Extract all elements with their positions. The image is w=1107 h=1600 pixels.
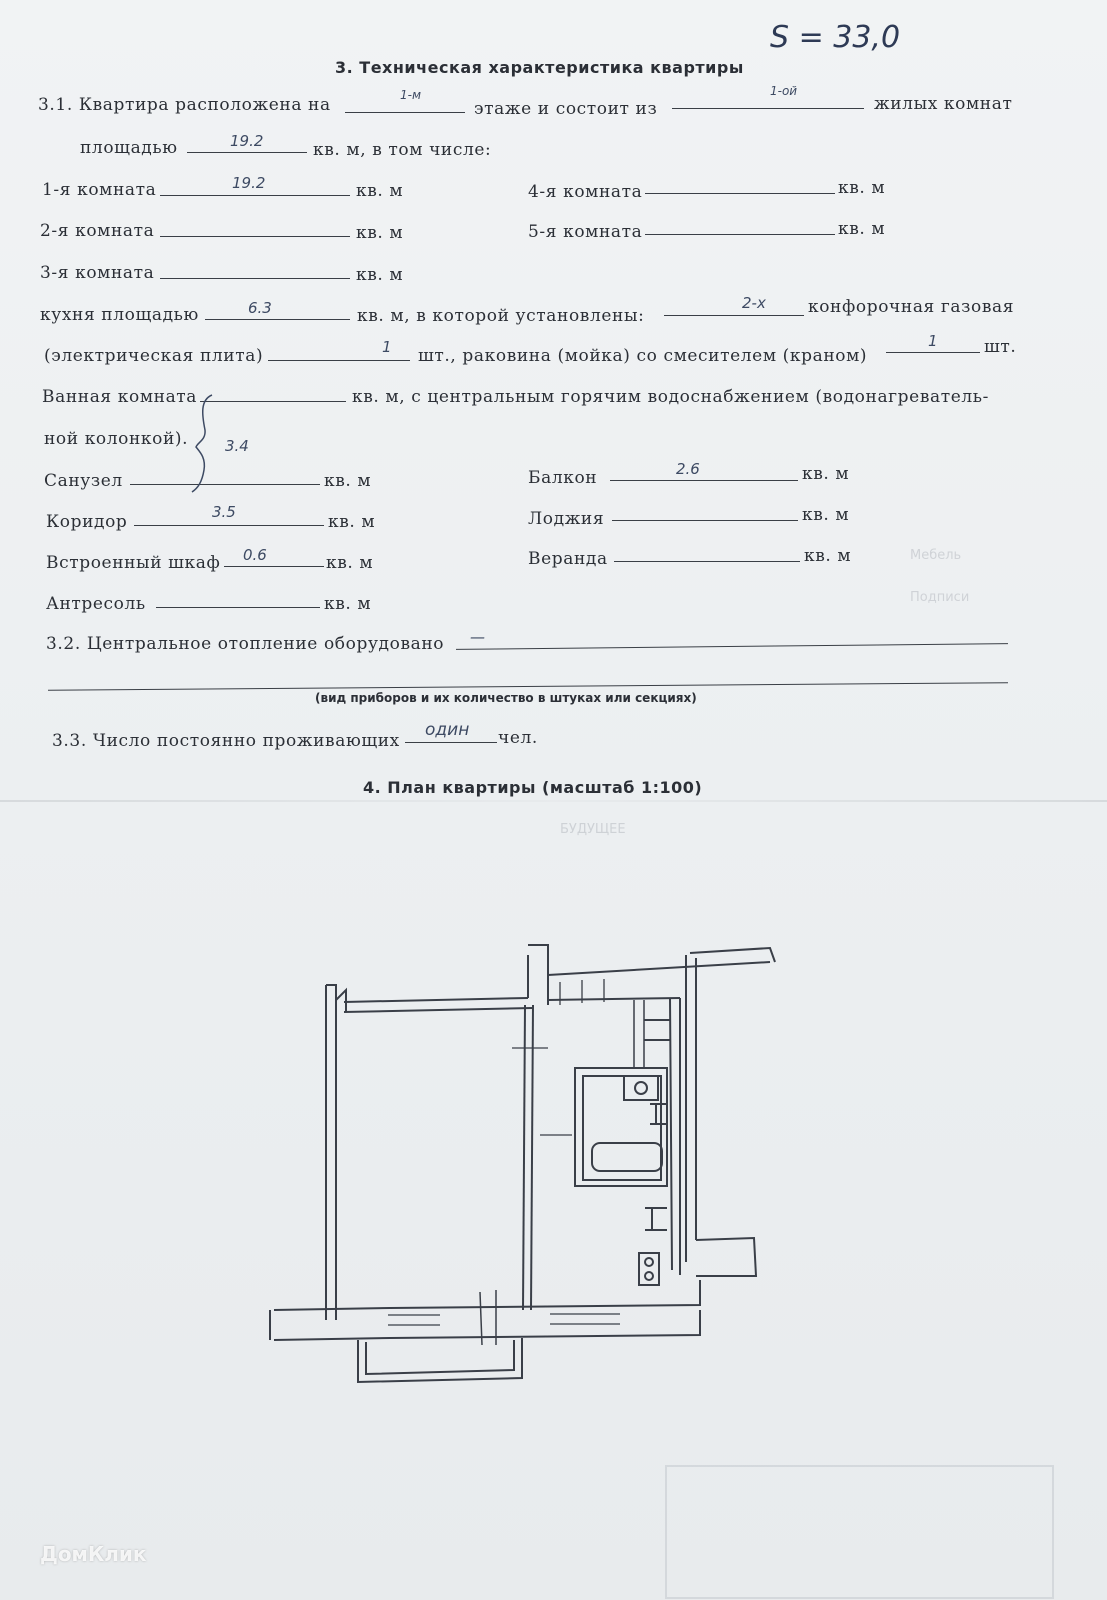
section-4-title: 4. План квартиры (масштаб 1:100) bbox=[363, 778, 703, 797]
show-through-text: Мебель bbox=[910, 548, 962, 563]
sink-suffix: шт. bbox=[984, 337, 1017, 357]
area-prefix: площадью bbox=[80, 138, 178, 158]
floor-value: 1-м bbox=[400, 88, 422, 102]
bath-combined-value: 3.4 bbox=[225, 437, 249, 455]
handwritten-total-area: S = 33,0 bbox=[770, 20, 901, 55]
balcony-label: Балкон bbox=[528, 468, 598, 488]
plan-bathtub bbox=[592, 1143, 662, 1171]
plan-window bbox=[388, 1315, 440, 1325]
p32-caption: (вид приборов и их количество в штуках или секциях) bbox=[315, 691, 697, 705]
kitchen-value: 6.3 bbox=[248, 299, 272, 317]
heating-value: — bbox=[470, 628, 485, 646]
loggia-unit: кв. м bbox=[802, 505, 850, 525]
bath-line2: ной колонкой). bbox=[44, 429, 189, 449]
corridor-label: Коридор bbox=[46, 512, 128, 532]
residents-value: один bbox=[425, 720, 470, 740]
plan-top-right-wall bbox=[548, 962, 770, 975]
wc-unit: кв. м bbox=[324, 471, 372, 491]
plan-kitchen-sink bbox=[645, 1208, 667, 1230]
plan-bathroom bbox=[575, 1068, 667, 1186]
room-1-value: 19.2 bbox=[232, 174, 266, 192]
area-value: 19.2 bbox=[230, 132, 264, 150]
floor-label: этаже и состоит из bbox=[474, 99, 658, 119]
stove-prefix: (электрическая плита) bbox=[44, 346, 264, 366]
balcony-unit: кв. м bbox=[802, 464, 850, 484]
room-2-label: 2-я комната bbox=[40, 221, 155, 241]
plan-right-top-wall bbox=[528, 945, 548, 1005]
show-through-text: Подписи bbox=[910, 590, 970, 605]
room-4-label: 4-я комната bbox=[528, 182, 643, 202]
stove-qty: 1 bbox=[382, 338, 392, 356]
closet-value: 0.6 bbox=[243, 546, 267, 564]
kitchen-middle: кв. м, в которой установлены: bbox=[357, 306, 645, 326]
sink-qty: 1 bbox=[928, 332, 938, 350]
balcony-value: 2.6 bbox=[676, 460, 700, 478]
room-3-label: 3-я комната bbox=[40, 263, 155, 283]
plan-sink bbox=[624, 1076, 658, 1100]
rooms-value: 1-ой bbox=[770, 84, 798, 98]
area-suffix: кв. м, в том числе: bbox=[313, 140, 492, 160]
sink-text: шт., раковина (мойка) со смесителем (краном) bbox=[418, 346, 868, 366]
p33-label: 3.3. Число постоянно проживающих bbox=[52, 731, 400, 751]
bath-prefix: Ванная комната bbox=[42, 387, 198, 407]
domclick-watermark: ДомКлик bbox=[40, 1542, 147, 1566]
loggia-label: Лоджия bbox=[528, 509, 605, 529]
plan-outer-left-wall bbox=[326, 985, 336, 1320]
room-1-label: 1-я комната bbox=[42, 180, 157, 200]
room-2-unit: кв. м bbox=[356, 223, 404, 243]
p33-suffix: чел. bbox=[498, 728, 538, 748]
room-5-label: 5-я комната bbox=[528, 222, 643, 242]
veranda-label: Веранда bbox=[528, 549, 608, 569]
p32-label: 3.2. Центральное отопление оборудовано bbox=[46, 634, 445, 654]
section-3-title: 3. Техническая характеристика квартиры bbox=[335, 58, 744, 77]
room-5-unit: кв. м bbox=[838, 219, 886, 239]
plan-bottom-wall bbox=[274, 1280, 700, 1310]
show-through-text: БУДУЩЕЕ bbox=[560, 822, 626, 837]
corridor-unit: кв. м bbox=[328, 512, 376, 532]
room-4-unit: кв. м bbox=[838, 178, 886, 198]
burners-value: 2-х bbox=[742, 294, 766, 312]
room-3-unit: кв. м bbox=[356, 265, 404, 285]
plan-room-top-wall bbox=[344, 998, 528, 1002]
bath-middle: кв. м, с центральным горячим водоснабжением (водонагреватель- bbox=[352, 387, 989, 407]
closet-label: Встроенный шкаф bbox=[46, 553, 221, 573]
p31-label: 3.1. Квартира расположена на bbox=[38, 95, 331, 115]
closet-unit: кв. м bbox=[326, 553, 374, 573]
room-1-unit: кв. м bbox=[356, 181, 404, 201]
kitchen-prefix: кухня площадью bbox=[40, 305, 199, 325]
wc-label: Санузел bbox=[44, 471, 123, 491]
plan-balcony bbox=[358, 1338, 522, 1382]
plan-toilet bbox=[650, 1104, 666, 1124]
mezzanine-label: Антресоль bbox=[46, 594, 146, 614]
plan-partition bbox=[523, 1005, 525, 1310]
rooms-label: жилых комнат bbox=[874, 94, 1013, 114]
mezzanine-unit: кв. м bbox=[324, 594, 372, 614]
corridor-value: 3.5 bbox=[212, 503, 236, 521]
burners-suffix: конфорочная газовая bbox=[808, 297, 1015, 317]
veranda-unit: кв. м bbox=[804, 546, 852, 566]
